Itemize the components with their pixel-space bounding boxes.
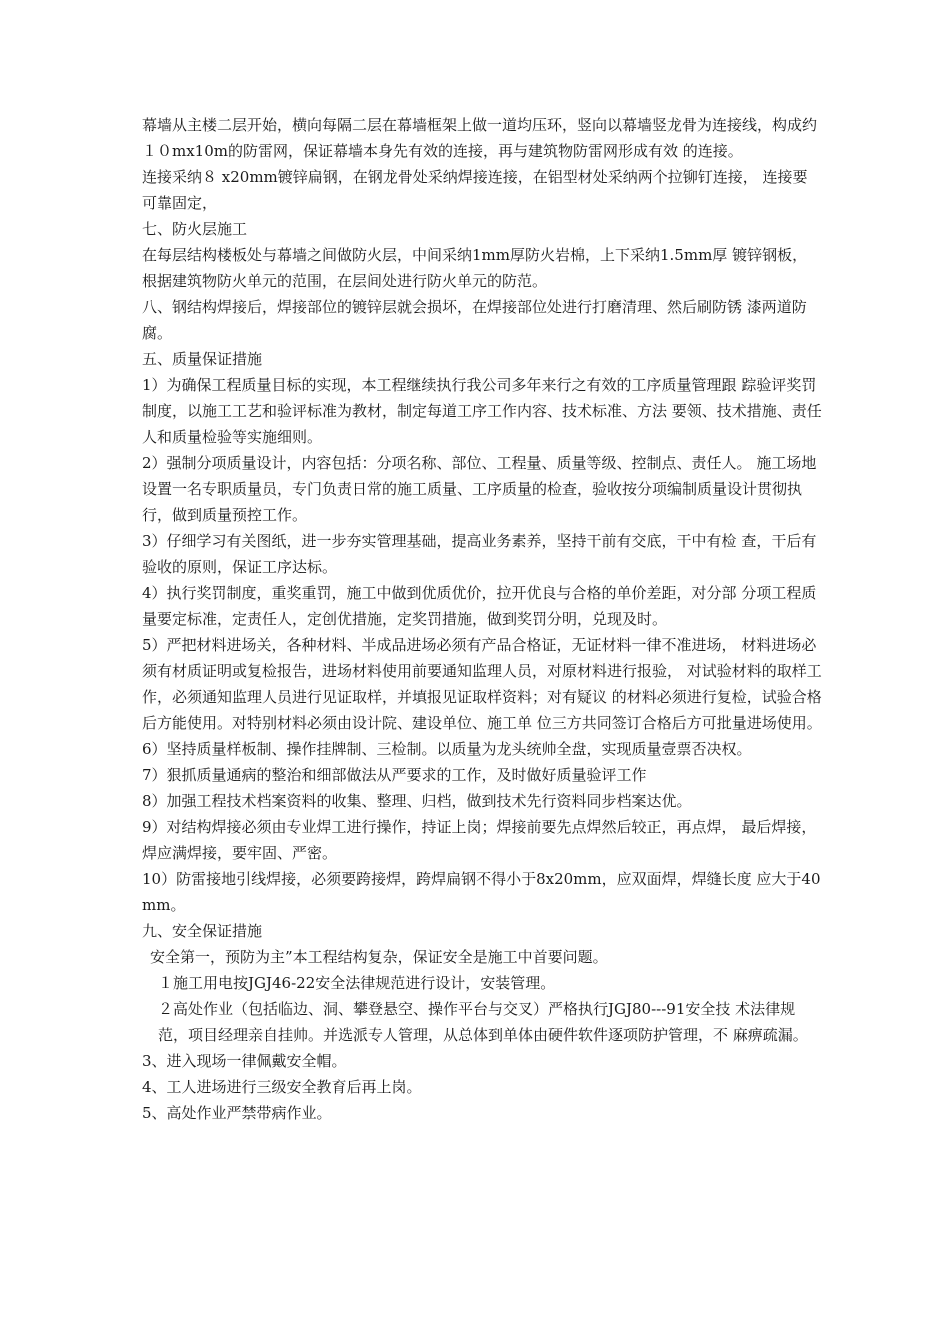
list-item: 5）严把材料进场关，各种材料、半成品进场必须有产品合格证，无证材料一律不准进场， 材料进场必须有材质证明或复检报告，进场材料使用前要通知监理人员，对原材料进行报验， 对试验材料的取样工作，必须通知监理人员进行见证取样，并填报见证取样资料；对有疑议 的材料必须进行复检，试验合格后方能使用。对特别材料必须由设计院、建设单位、施工单 位三方共同签订合格后方可批量进场使用。 bbox=[142, 636, 822, 732]
list-item: 2）强制分项质量设计，内容包括：分项名称、部位、工程量、质量等级、控制点、责任人。 施工场地设置一名专职质量员，专门负责日常的施工质量、工序质量的检查，验收按分项编制质量设计贯彻执行，做到质量预控工作。 bbox=[142, 454, 817, 524]
list-item: 4、工人进场进行三级安全教育后再上岗。 bbox=[142, 1078, 422, 1096]
list-item: 3）仔细学习有关图纸，进一步夯实管理基础，提高业务素养，坚持干前有交底，干中有检 查，干后有验收的原则，保证工序达标。 bbox=[142, 532, 817, 576]
list-item: 4）执行奖罚制度，重奖重罚，施工中做到优质优价，拉开优良与合格的单价差距，对分部 分项工程质量要定标准，定责任人，定创优措施，定奖罚措施，做到奖罚分明，兑现及时。 bbox=[142, 584, 817, 628]
list-item: 5、高处作业严禁带病作业。 bbox=[142, 1104, 332, 1122]
list-item: １施工用电按JGJ46-22安全法律规范进行设计，安装管理。 bbox=[158, 974, 556, 992]
list-item: 8）加强工程技术档案资料的收集、整理、归档，做到技术先行资料同步档案达优。 bbox=[142, 792, 692, 810]
paragraph: 八、钢结构焊接后，焊接部位的镀锌层就会损坏，在焊接部位处进行打磨清理、然后刷防锈 漆两道防腐。 bbox=[142, 298, 807, 342]
paragraph: 幕墙从主楼二层开始，横向每隔二层在幕墙框架上做一道均压环，竖向以幕墙竖龙骨为连接线，构成约１０mx10m的防雷网，保证幕墙本身先有效的连接，再与建筑物防雷网形成有效 的连接。 bbox=[142, 116, 818, 160]
section-heading: 七、防火层施工 bbox=[142, 220, 248, 238]
paragraph: 安全第一，预防为主”本工程结构复杂，保证安全是施工中首要问题。 bbox=[150, 948, 608, 966]
list-item: ２高处作业（包括临边、洞、攀登悬空、操作平台与交叉）严格执行JGJ80---91安全技 术法律规范，项目经理亲自挂帅。并选派专人管理，从总体到单体由硬件软件逐项防护管理，不 麻痹疏漏。 bbox=[158, 1000, 808, 1044]
paragraph: 连接采纳８ x20mm镀锌扁钢，在钢龙骨处采纳焊接连接，在铝型材处采纳两个拉铆钉连接， 连接要可靠固定， bbox=[142, 168, 808, 212]
list-item: 7）狠抓质量通病的整治和细部做法从严要求的工作，及时做好质量验评工作 bbox=[142, 766, 647, 784]
list-item: 3、进入现场一律佩戴安全帽。 bbox=[142, 1052, 347, 1070]
document-body bbox=[142, 112, 822, 1126]
list-item: 9）对结构焊接必须由专业焊工进行操作，持证上岗；焊接前要先点焊然后较正，再点焊， 最后焊接，焊应满焊接，要牢固、严密。 bbox=[142, 818, 817, 862]
section-heading: 九、安全保证措施 bbox=[142, 922, 263, 940]
paragraph: 在每层结构楼板处与幕墙之间做防火层，中间采纳1mm厚防火岩棉，上下采纳1.5mm厚 镀锌钢板，根据建筑物防火单元的范围，在层间处进行防火单元的防范。 bbox=[142, 246, 808, 290]
list-item: 6）坚持质量样板制、操作挂牌制、三检制。以质量为龙头统帅全盘，实现质量壹票否决权。 bbox=[142, 740, 752, 758]
list-item: 10）防雷接地引线焊接，必须要跨接焊，跨焊扁钢不得小于8x20mm，应双面焊，焊缝长度 应大于40 mm。 bbox=[142, 870, 821, 914]
list-item: 1）为确保工程质量目标的实现，本工程继续执行我公司多年来行之有效的工序质量管理跟 踪验评奖罚制度，以施工工艺和验评标准为教材，制定每道工序工作内容、技术标准、方法 要领、技术措施、责任人和质量检验等实施细则。 bbox=[142, 376, 822, 446]
section-heading: 五、质量保证措施 bbox=[142, 350, 263, 368]
